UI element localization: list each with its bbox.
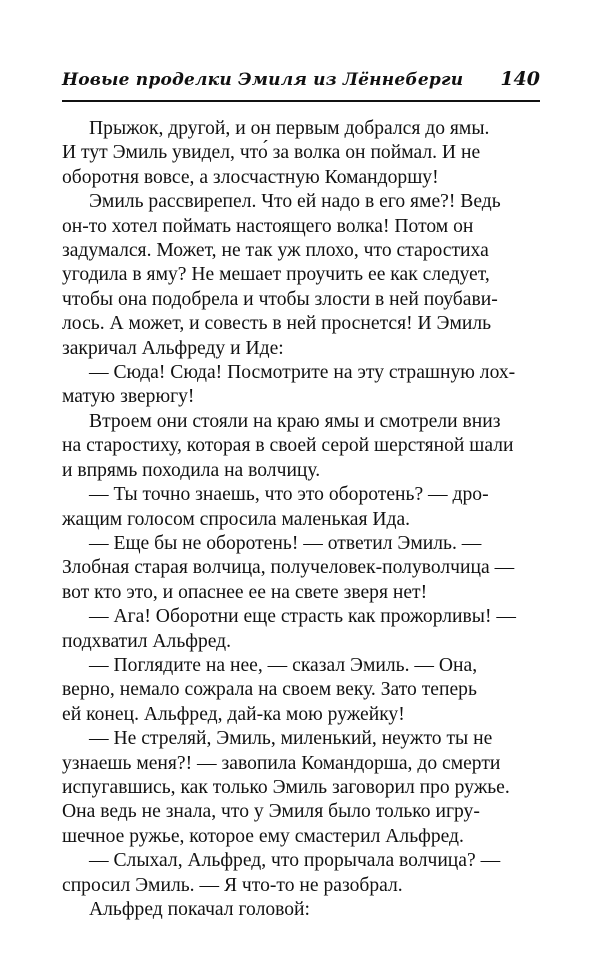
text-line: шечное ружье, которое ему смастерил Альфред. xyxy=(62,825,464,847)
text-line: Она ведь не знала, что у Эмиля было только игру- xyxy=(62,801,480,823)
text-line: — Слыхал, Альфред, что прорычала волчица? — xyxy=(89,850,501,872)
text-line: и впрямь походила на волчицу. xyxy=(62,459,321,481)
running-header xyxy=(62,68,540,102)
text-line: ей конец. Альфред, дай-ка мою ружейку! xyxy=(62,703,405,725)
text-line: испугавшись, как только Эмиль заговорил про ружье. xyxy=(62,776,510,798)
text-line: — Еще бы не оборотень! — ответил Эмиль. — xyxy=(89,532,482,554)
text-line: лось. А может, и совесть в ней проснется! И Эмиль xyxy=(62,313,492,335)
body-text xyxy=(62,117,540,922)
text-line: — Ты точно знаешь, что это оборотень? — дро- xyxy=(89,484,489,506)
text-line: закричал Альфреду и Иде: xyxy=(62,337,284,359)
text-line: чтобы она подобрела и чтобы злости в ней поубави- xyxy=(62,288,498,310)
text-line: верно, немало сожрала на своем веку. Зато теперь xyxy=(62,679,477,701)
text-line: спросил Эмиль. — Я что-то не разобрал. xyxy=(62,874,403,896)
text-line: И тут Эмиль увидел, что́ за волка он поймал. И не xyxy=(62,142,481,164)
text-line: он-то хотел поймать настоящего волка! Потом он xyxy=(62,215,474,237)
text-line: Злобная старая волчица, получеловек-полуволчица — xyxy=(62,557,515,579)
running-title: Новые проделки Эмиля из Лённеберги xyxy=(62,70,464,90)
text-line: подхватил Альфред. xyxy=(62,630,232,652)
header-rule xyxy=(62,100,540,102)
text-line: оборотня вовсе, а злосчастную Командоршу! xyxy=(62,166,439,188)
text-line: Эмиль рассвирепел. Что ей надо в его яме?! Ведь xyxy=(89,191,501,213)
text-line: узнаешь меня?! — завопила Командорша, до смерти xyxy=(62,752,501,774)
page-number: 140 xyxy=(500,68,540,90)
text-line: — Сюда! Сюда! Посмотрите на эту страшную лох- xyxy=(89,362,516,384)
text-line: задумался. Может, не так уж плохо, что старостиха xyxy=(62,240,489,262)
text-line: жащим голосом спросила маленькая Ида. xyxy=(62,508,411,530)
text-line: — Поглядите на нее, — сказал Эмиль. — Она, xyxy=(89,654,478,676)
text-line: на старостиху, которая в своей серой шерстяной шали xyxy=(62,435,514,457)
text-line: угодила в яму? Не мешает проучить ее как следует, xyxy=(62,264,490,286)
text-line: Втроем они стояли на краю ямы и смотрели вниз xyxy=(89,410,501,432)
text-line: Альфред покачал головой: xyxy=(89,899,310,920)
text-line: — Не стреляй, Эмиль, миленький, неужто ты не xyxy=(89,728,493,750)
text-line: вот кто это, и опаснее ее на свете зверя нет! xyxy=(62,581,428,603)
text-line: Прыжок, другой, и он первым добрался до ямы. xyxy=(89,118,490,139)
text-line: матую зверюгу! xyxy=(62,386,195,408)
text-line: — Ага! Оборотни еще страсть как прожорливы! — xyxy=(89,606,516,628)
